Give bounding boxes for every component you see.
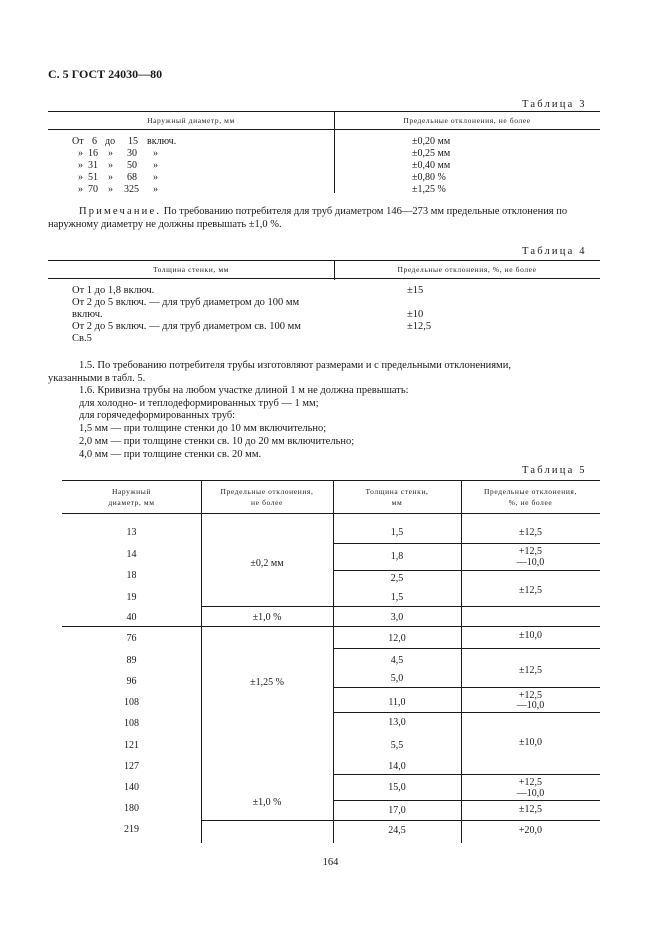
table5-header-wall-dev: Предельные отклонения, <box>484 487 577 496</box>
wall-deviation-cell: +12,5 <box>518 777 543 788</box>
table5-header-thickness: Толщина стенки, <box>365 487 429 496</box>
wall-deviation-cell: ±12,5 <box>519 527 542 538</box>
table5-header-diam-dev-2: не более <box>251 498 283 507</box>
thickness-cell: 12,0 <box>388 633 406 644</box>
table4-caption: Таблица 4 <box>522 246 587 257</box>
thickness-cell: 4,5 <box>390 655 404 666</box>
diameter-cell: 76 <box>126 633 137 644</box>
wall-deviation-cell-lower: —10,0 <box>516 557 545 568</box>
document-header: С. 5 ГОСТ 24030—80 <box>48 67 163 81</box>
table4-col2-header: Предельные отклонения, %, не более <box>397 265 537 274</box>
diameter-cell: 127 <box>124 761 139 772</box>
diameter-deviation-cell: ±1,25 % <box>250 677 284 688</box>
table5-caption: Таблица 5 <box>522 465 587 476</box>
table5-header-wall-dev-2: %, не более <box>508 498 553 507</box>
thickness-cell: 11,0 <box>388 697 406 708</box>
table3-caption: Таблица 3 <box>522 99 587 110</box>
diameter-cell: 108 <box>124 697 139 708</box>
paragraph: указанными в табл. 5. <box>48 373 146 384</box>
diameter-cell: 89 <box>126 655 137 666</box>
diameter-deviation-cell: ±1,0 % <box>252 612 282 623</box>
thickness-cell: 5,0 <box>390 673 404 684</box>
thickness-cell: 15,0 <box>388 782 406 793</box>
table4-line: От 1 до 1,8 включ. <box>72 285 155 296</box>
diameter-deviation-cell: ±0,2 мм <box>250 558 284 569</box>
diameter-cell: 121 <box>124 740 139 751</box>
table4-value: ±12,5 <box>407 321 432 332</box>
diameter-cell: 140 <box>124 782 139 793</box>
diameter-cell: 96 <box>126 676 137 687</box>
table4-line: Св.5 <box>72 333 92 344</box>
wall-deviation-cell-lower: —10,0 <box>516 700 545 711</box>
paragraph: 1.5. По требованию потребителя трубы изготовляют размерами и с предельными отклонениями, <box>79 360 511 371</box>
thickness-cell: 1,5 <box>390 592 404 603</box>
diameter-cell: 40 <box>126 612 137 623</box>
paragraph: 4,0 мм — при толщине стенки св. 20 мм. <box>79 449 262 460</box>
wall-deviation-cell: ±10,0 <box>519 630 542 641</box>
thickness-cell: 13,0 <box>388 717 406 728</box>
paragraph: 1,5 мм — при толщине стенки до 10 мм включительно; <box>79 423 327 434</box>
thickness-cell: 3,0 <box>390 612 404 623</box>
thickness-cell: 1,5 <box>390 527 404 538</box>
table5-header-diam-dev: Предельные отклонения, <box>220 487 314 496</box>
wall-deviation-cell: ±10,0 <box>519 737 542 748</box>
table3-col2-header: Предельные отклонения, не более <box>403 116 531 125</box>
paragraph: 2,0 мм — при толщине стенки св. 10 до 20 мм включительно; <box>79 436 355 447</box>
thickness-cell: 24,5 <box>388 825 406 836</box>
thickness-cell: 17,0 <box>388 805 406 816</box>
diameter-cell: 13 <box>126 527 137 538</box>
thickness-cell: 1,8 <box>390 551 404 562</box>
table4-value: ±10 <box>407 309 424 320</box>
table4-col1-header: Толщина стенки, мм <box>152 265 230 274</box>
paragraph: для холодно- и теплодеформированных труб — 1 мм; <box>79 398 319 409</box>
wall-deviation-cell: ±12,5 <box>519 585 542 596</box>
diameter-cell: 18 <box>126 570 137 581</box>
table4-line: включ. <box>72 309 103 320</box>
wall-deviation-cell: +20,0 <box>518 825 543 836</box>
table5-header-diameter: Наружный <box>111 487 152 496</box>
diameter-cell: 180 <box>124 803 139 814</box>
table4-line: От 2 до 5 включ. — для труб диаметром до 100 мм <box>72 297 300 308</box>
note: Примечание. По требованию потребителя для труб диаметром 146—273 мм предельные отклонения по <box>79 206 568 217</box>
wall-deviation-cell: +12,5 <box>518 690 543 701</box>
table3-col1-header: Наружный диаметр, мм <box>147 116 235 125</box>
table5-header-thickness-unit: мм <box>391 498 403 507</box>
diameter-deviation-cell: ±1,0 % <box>252 797 282 808</box>
diameter-cell: 219 <box>124 824 139 835</box>
paragraph: 1.6. Кривизна трубы на любом участке длиной 1 м не должна превышать: <box>79 385 409 396</box>
page-number: 164 <box>322 857 339 868</box>
thickness-cell: 2,5 <box>390 573 404 584</box>
note-line2: наружному диаметру не должны превышать ±1,0 %. <box>48 219 282 230</box>
table4-value: ±15 <box>407 285 424 296</box>
wall-deviation-cell: +12,5 <box>518 546 543 557</box>
diameter-cell: 19 <box>126 592 137 603</box>
thickness-cell: 5,5 <box>390 740 404 751</box>
wall-deviation-cell-lower: —10,0 <box>516 788 545 799</box>
thickness-cell: 14,0 <box>388 761 406 772</box>
diameter-cell: 14 <box>126 549 137 560</box>
wall-deviation-cell: ±12,5 <box>519 804 542 815</box>
table4-line: От 2 до 5 включ. — для труб диаметром св. 100 мм <box>72 321 301 332</box>
wall-deviation-cell: ±12,5 <box>519 665 542 676</box>
diameter-cell: 108 <box>124 718 139 729</box>
table5-header-diameter-unit: диаметр, мм <box>108 498 155 507</box>
paragraph: для горячедеформированных труб: <box>79 410 236 421</box>
